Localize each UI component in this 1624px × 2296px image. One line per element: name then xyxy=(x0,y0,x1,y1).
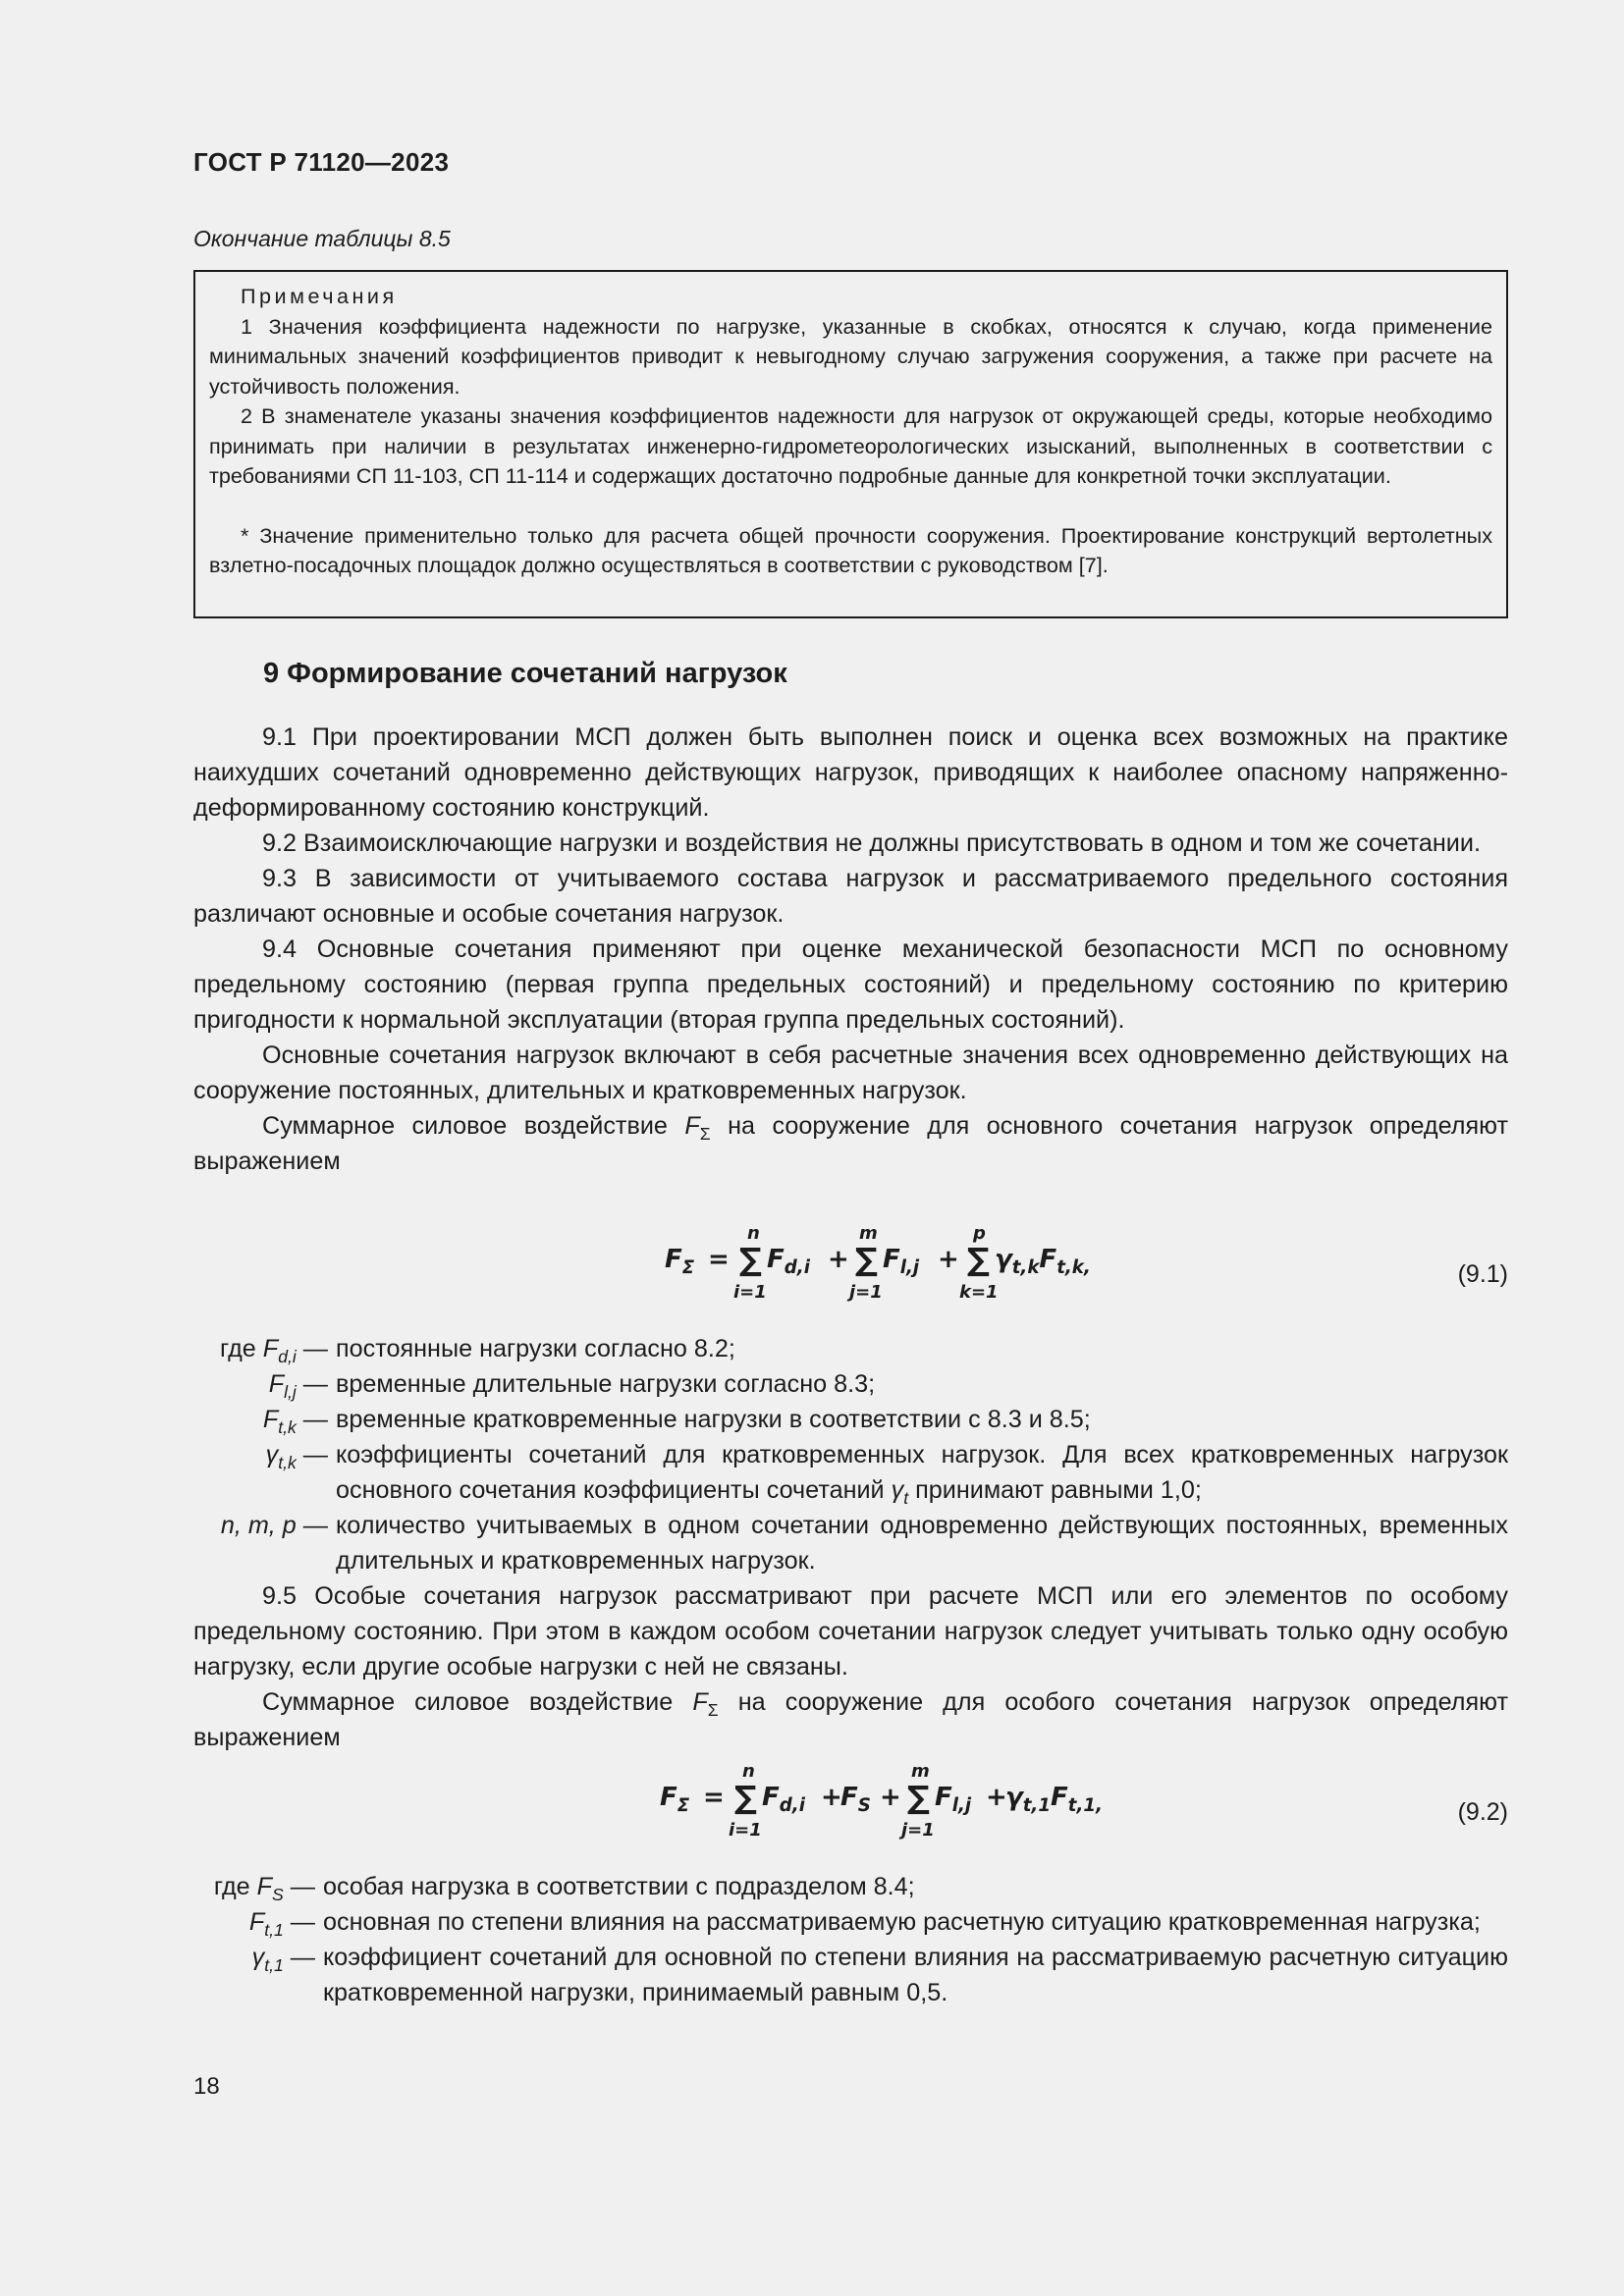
paragraph: 9.4 Основные сочетания применяют при оценке механической безопасности МСП по основному предельному состоянию (первая группа предельных состояний) и предельному состоянию по критерию пригодности к нормальной эксплуатации (вторая группа предельных состояний). xyxy=(193,935,1508,1034)
notes-title: Примечания xyxy=(241,284,398,308)
paragraph-sum-special: Суммарное силовое воздействие $F_\Sigma$ на сооружение для особого сочетания нагрузок определяют выражением xyxy=(193,1688,1508,1751)
page-number: 18 xyxy=(193,2073,220,2100)
section-heading: 9 Формирование сочетаний нагрузок xyxy=(263,658,787,689)
formula-9-2: $F_\Sigma$ = n ∑ i=1 $F_{d,i}$ + $F_S$ + m ∑ j=1 $F_{l,j}$ + $\gamma_{t,1}F_{t,1,}$ (9.2) xyxy=(660,1761,1508,1841)
paragraph: 9.1 При проектировании МСП должен быть выполнен поиск и оценка всех возможных на практике наихудших сочетаний одновременно действующих нагрузок, приводящих к наиболее опасному напряженно-деформированному состоянию конструкций. xyxy=(193,723,1508,822)
formula-9-1: $F_\Sigma$ = n ∑ i=1 $F_{d,i}$ + m ∑ j=1 $F_{l,j}$ + p ∑ k=1 $\gamma_{t,k}F_{t,k,}$ (9.1) xyxy=(665,1223,1508,1303)
where-item: где $F_{d,i}$ — постоянные нагрузки согласно 8.2; xyxy=(220,1335,735,1367)
where-item: $F_{l,j}$ — временные длительные нагрузки согласно 8.3; xyxy=(268,1370,876,1403)
where-list-2 xyxy=(193,1869,1508,2010)
where-item: $F_{t,k}$ — временные кратковременные нагрузки в соответствии с 8.3 и 8.5; xyxy=(262,1406,1091,1438)
body-text-block-2 xyxy=(193,1578,1508,1755)
where-item: $F_{t,1}$ — основная по степени влияния на рассматриваемую расчетную ситуацию кратковременная нагрузка; xyxy=(248,1908,1481,1941)
formula-number: (9.2) xyxy=(1457,1798,1508,1826)
table-notes-box xyxy=(193,270,1508,618)
paragraph: 9.5 Особые сочетания нагрузок рассматривают при расчете МСП или его элементов по особому предельному состоянию. При этом в каждом особом сочетании нагрузок следует учитывать только одну особую нагрузку, если другие особые нагрузки с ней не связаны. xyxy=(193,1582,1508,1681)
note-item: 1 Значения коэффициента надежности по нагрузке, указанные в скобках, относятся к случаю, когда применение минимальных значений коэффициентов приводит к невыгодному случаю загружения сооружения, а также при расчете на устойчивость положения. xyxy=(209,313,1492,399)
body-text-block-1 xyxy=(193,720,1508,1179)
note-footnote: * Значение применительно только для расчета общей прочности сооружения. Проектирование конструкций вертолетных взлетно-посадочных площадок должно осуществляться в соответствии с руководством [7]. xyxy=(209,522,1492,577)
table-continuation-caption: Окончание таблицы 8.5 xyxy=(193,226,451,251)
paragraph: 9.2 Взаимоисключающие нагрузки и воздействия не должны присутствовать в одном и том же сочетании. xyxy=(262,829,1481,857)
where-item: $\gamma_{t,1}$ — коэффициент сочетаний для основной по степени влияния на рассматриваемую расчетную ситуацию кратковременной нагрузки, принимаемый равным 0,5. xyxy=(251,1944,1508,2006)
paragraph-sum-main: Суммарное силовое воздействие $F_\Sigma$ на сооружение для основного сочетания нагрузок определяют выражением xyxy=(193,1112,1508,1175)
where-item: n, m, p — количество учитываемых в одном сочетании одновременно действующих постоянных, временных длительных и кратковременных нагрузок. xyxy=(220,1512,1508,1575)
paragraph: Основные сочетания нагрузок включают в себя расчетные значения всех одновременно действующих на сооружение постоянных, длительных и кратковременных нагрузок. xyxy=(193,1041,1508,1104)
document-code-header: ГОСТ Р 71120—2023 xyxy=(193,147,450,177)
note-item: 2 В знаменателе указаны значения коэффициентов надежности для нагрузок от окружающей среды, которые необходимо принимать при наличии в результатах инженерно-гидрометеорологических изысканий, выполненных в соответствии с требованиями СП 11-103, СП 11-114 и содержащих достаточно подробные данные для конкретной точки эксплуатации. xyxy=(209,403,1492,488)
where-item: $\gamma_{t,k}$ — коэффициенты сочетаний для кратковременных нагрузок. Для всех кратковременных нагрузок основного сочетания коэффициенты сочетаний $\gamma_t$ принимают равными 1,0; xyxy=(265,1441,1508,1509)
where-item: где $F_S$ — особая нагрузка в соответствии с подразделом 8.4; xyxy=(213,1873,915,1905)
paragraph: 9.3 В зависимости от учитываемого состава нагрузок и рассматриваемого предельного состояния различают основные и особые сочетания нагрузок. xyxy=(193,865,1508,928)
where-list-1 xyxy=(193,1331,1508,1578)
formula-number: (9.1) xyxy=(1457,1260,1508,1288)
